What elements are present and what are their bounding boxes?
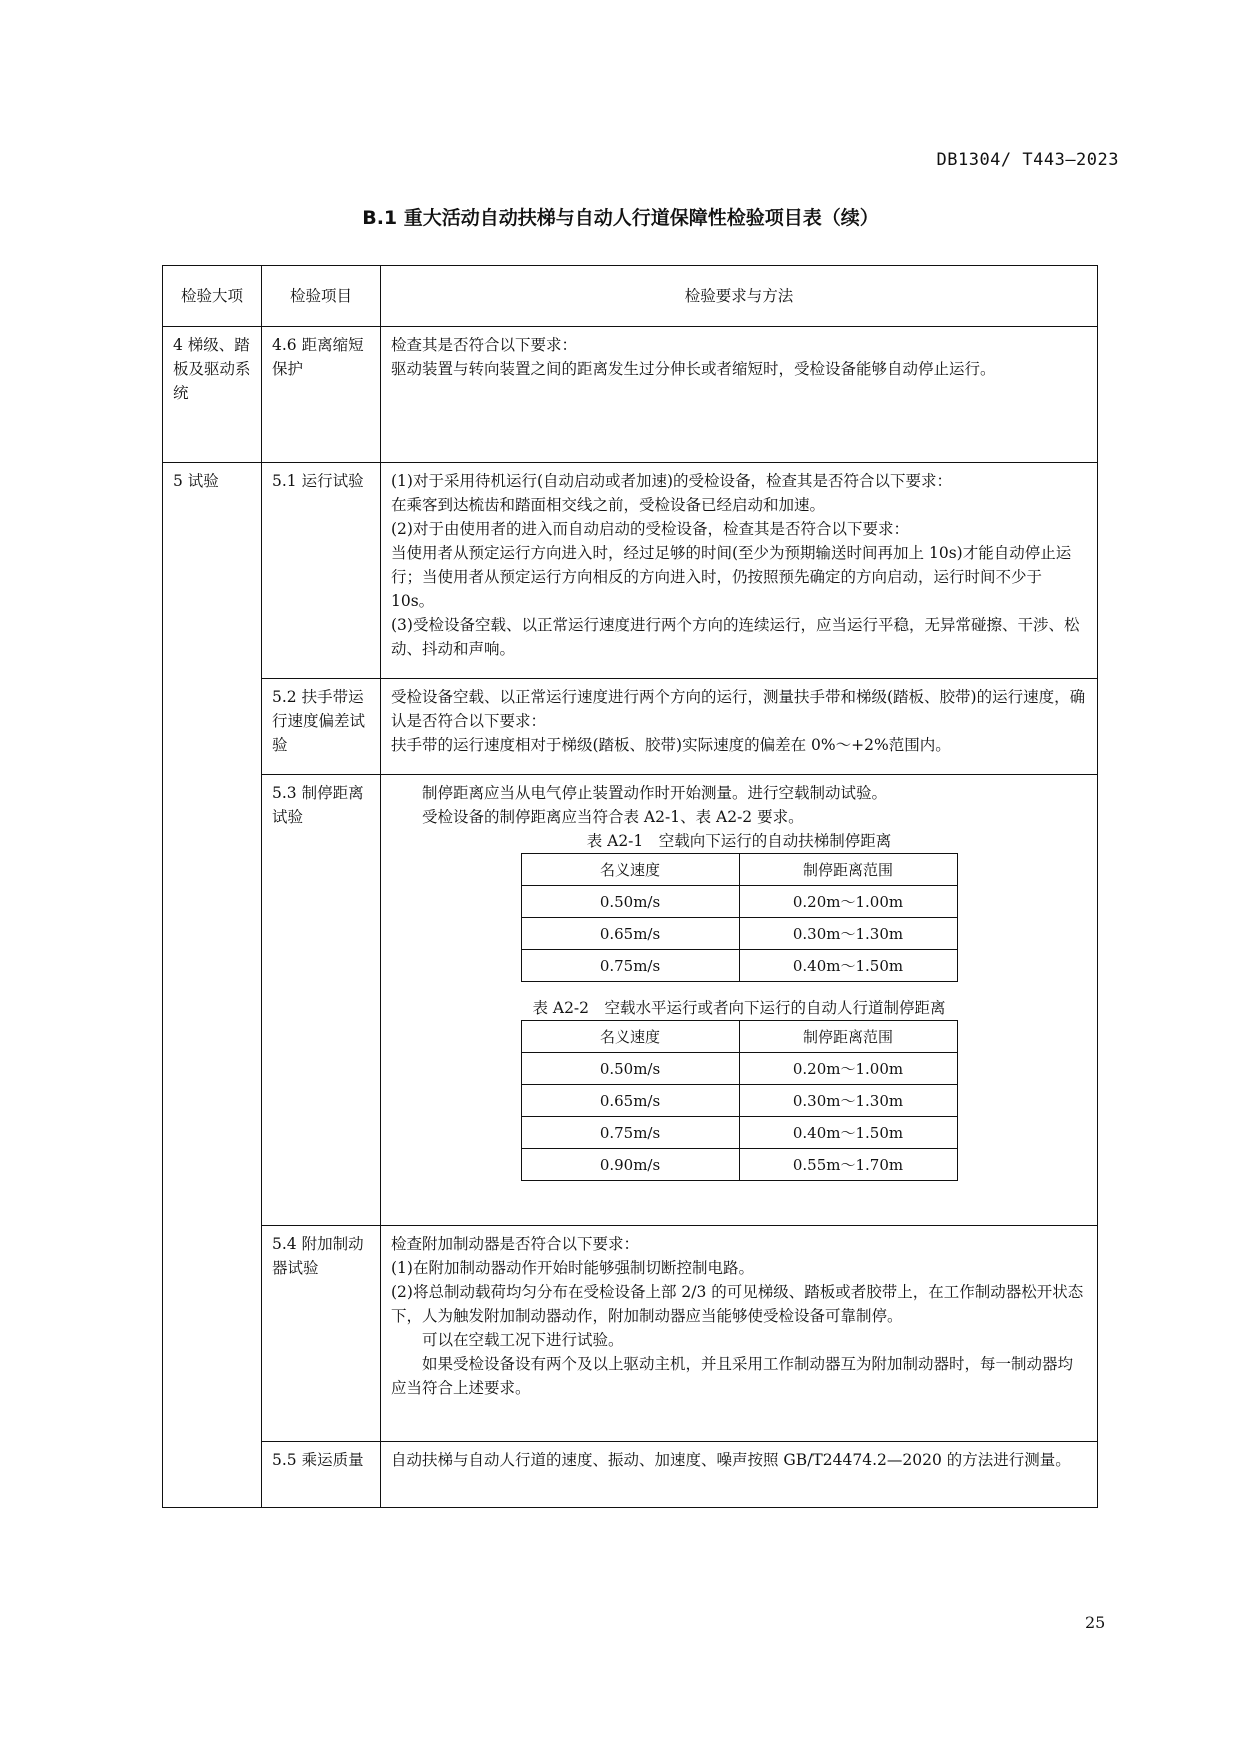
category-cell: 5 试验 — [163, 463, 262, 1508]
stopping-distance-table — [521, 1020, 958, 1181]
column-header: 检验项目 — [262, 266, 381, 327]
table-row — [163, 1442, 1098, 1508]
speed-cell: 0.65m/s — [521, 1085, 739, 1117]
requirement-line: 如果受检设备设有两个及以上驱动主机，并且采用工作制动器互为附加制动器时，每一制动器均应当符合上述要求。 — [391, 1355, 1074, 1397]
column-header: 检验大项 — [163, 266, 262, 327]
subtable-header-row — [521, 854, 957, 886]
table-row — [163, 327, 1098, 463]
subtable-a2-1 — [391, 829, 1087, 982]
speed-cell: 0.90m/s — [521, 1149, 739, 1181]
distance-cell: 0.20m～1.00m — [739, 886, 957, 918]
distance-cell: 0.20m～1.00m — [739, 1053, 957, 1085]
subtable-row — [521, 886, 957, 918]
inspection-table — [162, 265, 1098, 1508]
requirement-line: 检查附加制动器是否符合以下要求： — [391, 1235, 640, 1253]
subtable-header: 制停距离范围 — [739, 854, 957, 886]
distance-cell: 0.30m～1.30m — [739, 918, 957, 950]
speed-cell: 0.50m/s — [521, 1053, 739, 1085]
subtable-header: 制停距离范围 — [739, 1021, 957, 1053]
subtable-caption: 表 A2-2 空载水平运行或者向下运行的自动人行道制停距离 — [532, 999, 946, 1017]
document-id: DB1304/ T443—2023 — [936, 150, 1119, 170]
subtable-header: 名义速度 — [521, 1021, 739, 1053]
column-header: 检验要求与方法 — [381, 266, 1098, 327]
requirement-line: 在乘客到达梳齿和踏面相交线之前，受检设备已经启动和加速。 — [391, 496, 826, 514]
requirement-line: 当使用者从预定运行方向进入时，经过足够的时间(至少为预期输送时间再加上 10s)才能自动停止运行；当使用者从预定运行方向相反的方向进入时，仍按照预先确定的方向启动，运行时间不少于 10s。 — [391, 544, 1072, 610]
item-cell: 5.1 运行试验 — [262, 463, 381, 679]
speed-cell: 0.65m/s — [521, 918, 739, 950]
requirement-line: 可以在空载工况下进行试验。 — [422, 1331, 624, 1349]
item-cell: 5.2 扶手带运行速度偏差试验 — [262, 679, 381, 775]
item-cell: 5.4 附加制动器试验 — [262, 1226, 381, 1442]
item-cell: 4.6 距离缩短保护 — [262, 327, 381, 463]
requirement-line: (1)对于采用待机运行(自动启动或者加速)的受检设备，检查其是否符合以下要求： — [391, 472, 953, 490]
table-row — [163, 679, 1098, 775]
table-row — [163, 1226, 1098, 1442]
subtable-row — [521, 918, 957, 950]
requirement-cell — [381, 775, 1098, 1226]
requirement-line: (2)将总制动载荷均匀分布在受检设备上部 2/3 的可见梯级、踏板或者胶带上，在工作制动器松开状态下，人为触发附加制动器动作，附加制动器应当能够使受检设备可靠制停。 — [391, 1283, 1084, 1325]
subtable-row — [521, 950, 957, 982]
speed-cell: 0.50m/s — [521, 886, 739, 918]
page-title: B.1 重大活动自动扶梯与自动人行道保障性检验项目表（续） — [362, 207, 879, 229]
subtable-row — [521, 1085, 957, 1117]
distance-cell: 0.40m～1.50m — [739, 1117, 957, 1149]
subtable-row — [521, 1053, 957, 1085]
distance-cell: 0.30m～1.30m — [739, 1085, 957, 1117]
subtable-row — [521, 1117, 957, 1149]
requirement-line: (2)对于由使用者的进入而自动启动的受检设备，检查其是否符合以下要求： — [391, 520, 909, 538]
table-header-row — [163, 266, 1098, 327]
item-cell: 5.5 乘运质量 — [262, 1442, 381, 1508]
requirement-line: (1)在附加制动器动作开始时能够强制切断控制电路。 — [391, 1259, 754, 1277]
requirement-line: 制停距离应当从电气停止装置动作时开始测量。进行空载制动试验。 — [422, 784, 888, 802]
item-cell: 5.3 制停距离试验 — [262, 775, 381, 1226]
page-number: 25 — [1085, 1613, 1106, 1632]
requirement-cell — [381, 327, 1098, 463]
subtable-row — [521, 1149, 957, 1181]
requirement-line: 扶手带的运行速度相对于梯级(踏板、胶带)实际速度的偏差在 0%～+2%范围内。 — [391, 736, 951, 754]
requirement-cell — [381, 463, 1098, 679]
requirement-line: 自动扶梯与自动人行道的速度、振动、加速度、噪声按照 GB/T24474.2—2020 的方法进行测量。 — [391, 1451, 1071, 1469]
stopping-distance-table — [521, 853, 958, 982]
distance-cell: 0.55m～1.70m — [739, 1149, 957, 1181]
table-row — [163, 775, 1098, 1226]
requirement-line: 受检设备的制停距离应当符合表 A2-1、表 A2-2 要求。 — [422, 808, 804, 826]
speed-cell: 0.75m/s — [521, 1117, 739, 1149]
category-cell: 4 梯级、踏板及驱动系统 — [163, 327, 262, 463]
subtable-header-row — [521, 1021, 957, 1053]
requirement-line: 受检设备空载、以正常运行速度进行两个方向的运行，测量扶手带和梯级(踏板、胶带)的运行速度，确认是否符合以下要求： — [391, 688, 1086, 730]
requirement-line: 驱动装置与转向装置之间的距离发生过分伸长或者缩短时，受检设备能够自动停止运行。 — [391, 360, 996, 378]
requirement-line: (3)受检设备空载、以正常运行速度进行两个方向的连续运行，应当运行平稳，无异常碰擦、干涉、松动、抖动和声响。 — [391, 616, 1080, 658]
requirement-cell — [381, 1442, 1098, 1508]
subtable-a2-2 — [391, 996, 1087, 1181]
requirement-cell — [381, 679, 1098, 775]
speed-cell: 0.75m/s — [521, 950, 739, 982]
subtable-header: 名义速度 — [521, 854, 739, 886]
distance-cell: 0.40m～1.50m — [739, 950, 957, 982]
subtable-caption: 表 A2-1 空载向下运行的自动扶梯制停距离 — [586, 832, 892, 850]
requirement-line: 检查其是否符合以下要求： — [391, 336, 578, 354]
requirement-cell — [381, 1226, 1098, 1442]
table-row — [163, 463, 1098, 679]
